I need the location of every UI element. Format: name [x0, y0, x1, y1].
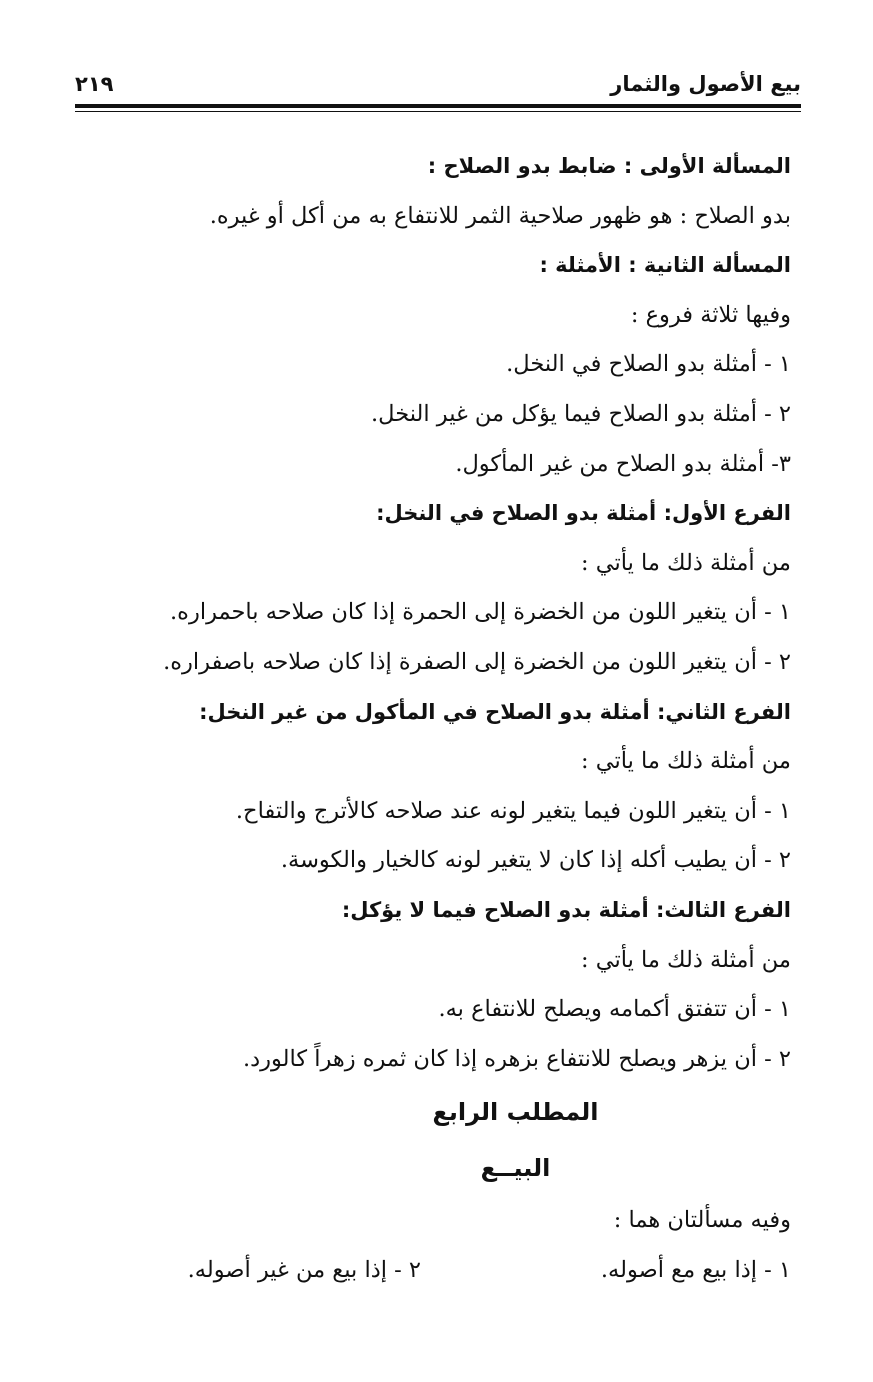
- branch1-intro: من أمثلة ذلك ما يأتي :: [580, 549, 791, 576]
- branch3-heading: الفرع الثالث: أمثلة بدو الصلاح فيما لا يؤكل:: [341, 897, 791, 922]
- issue2-intro: وفيها ثلاثة فروع :: [630, 301, 791, 328]
- list-item: ٢ - أن يتغير اللون من الخضرة إلى الصفرة إذا كان صلاحه باصفراره.: [163, 648, 791, 675]
- branch2-heading: الفرع الثاني: أمثلة بدو الصلاح في المأكول من غير النخل:: [199, 699, 791, 724]
- branch2-intro: من أمثلة ذلك ما يأتي :: [580, 748, 791, 775]
- list-item: ٢ - أن يزهر ويصلح للانتفاع بزهره إذا كان ثمره زهراً كالورد.: [242, 1045, 791, 1072]
- branch3-intro: من أمثلة ذلك ما يأتي :: [580, 946, 791, 973]
- section-title: المطلب الرابع: [432, 1098, 599, 1127]
- list-item: ١ - أن يتغير اللون من الخضرة إلى الحمرة إذا كان صلاحه باحمراره.: [170, 599, 791, 626]
- issue1-heading: المسألة الأولى : ضابط بدو الصلاح :: [427, 154, 791, 178]
- section-subtitle: البيــع: [480, 1154, 551, 1183]
- list-item: ٢ - إذا بيع من غير أصوله.: [187, 1256, 421, 1283]
- list-item: ٢ - أن يطيب أكله إذا كان لا يتغير لونه كالخيار والكوسة.: [280, 847, 791, 874]
- section-intro: وفيه مسألتان هما :: [613, 1207, 791, 1234]
- issue2-heading: المسألة الثانية : الأمثلة :: [539, 253, 791, 278]
- running-header: [75, 68, 801, 106]
- header-rule-thin: [75, 111, 801, 112]
- branch1-heading: الفرع الأول: أمثلة بدو الصلاح في النخل:: [376, 501, 791, 526]
- page-body: [110, 142, 791, 1295]
- header-rule-thick: [75, 104, 801, 108]
- section-items-row: [110, 1246, 791, 1296]
- list-item: ١ - إذا بيع مع أصوله.: [600, 1256, 791, 1283]
- list-item: ٢ - أمثلة بدو الصلاح فيما يؤكل من غير النخل.: [371, 400, 791, 427]
- running-title: بيع الأصول والثمار: [610, 72, 801, 96]
- issue1-text: بدو الصلاح : هو ظهور صلاحية الثمر للانتفاع به من أكل أو غيره.: [209, 202, 791, 229]
- list-item: ١ - أن تتفتق أكمامه ويصلح للانتفاع به.: [438, 996, 791, 1023]
- page-number: ٢١٩: [75, 72, 114, 96]
- list-item: ١ - أن يتغير اللون فيما يتغير لونه عند صلاحه كالأترج والتفاح.: [235, 797, 791, 824]
- list-item: ١ - أمثلة بدو الصلاح في النخل.: [506, 351, 791, 378]
- list-item: ٣- أمثلة بدو الصلاح من غير المأكول.: [455, 450, 791, 477]
